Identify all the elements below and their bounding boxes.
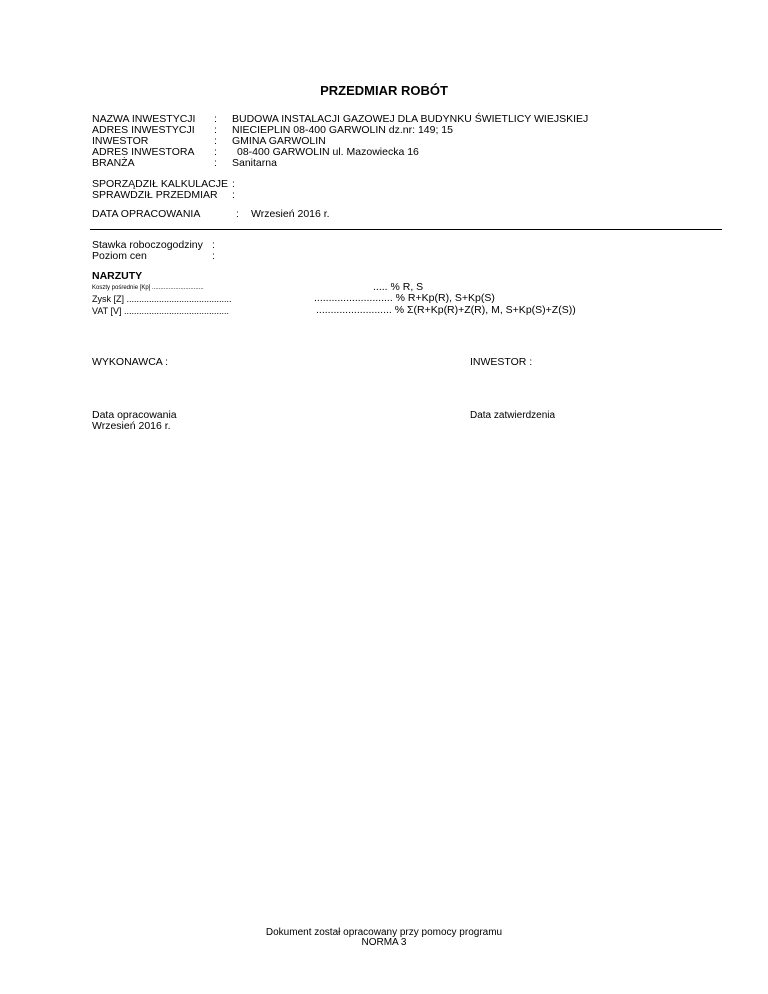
info-colon: :	[214, 157, 217, 169]
surcharge-formula-profit: ........................... % R+Kp(R), S+Kp(S)	[314, 292, 495, 304]
info-label-investment-address: ADRES INWESTYCJI	[92, 124, 195, 136]
info-label-investor: INWESTOR	[92, 135, 149, 147]
date-value: Wrzesień 2016 r.	[251, 208, 330, 220]
info-colon: :	[214, 124, 217, 136]
footer-line-2: NORMA 3	[361, 937, 407, 948]
approval-date-label: Data zatwierdzenia	[470, 410, 556, 421]
prepared-by-colon: :	[232, 178, 235, 190]
info-colon: :	[214, 146, 217, 158]
info-value-investor: GMINA GARWOLIN	[232, 135, 326, 147]
info-value-investor-address: 08-400 GARWOLIN ul. Mazowiecka 16	[237, 146, 419, 158]
checked-by-colon: :	[232, 189, 235, 201]
contractor-label: WYKONAWCA :	[92, 356, 169, 368]
surcharge-formula-indirect-costs: ..... % R, S	[373, 281, 424, 293]
prepared-by-label: SPORZĄDZIŁ KALKULACJE	[92, 178, 228, 190]
date-colon: :	[236, 208, 239, 220]
rate-colon: :	[212, 239, 215, 251]
info-label-investment-name: NAZWA INWESTYCJI	[92, 113, 196, 125]
info-value-branch: Sanitarna	[232, 157, 277, 169]
info-label-branch: BRANŻA	[92, 157, 135, 169]
price-level-colon: :	[212, 250, 215, 262]
prep-date-label: Data opracowania	[92, 409, 177, 421]
header-divider	[90, 229, 722, 230]
info-label-investor-address: ADRES INWESTORA	[92, 146, 195, 158]
info-colon: :	[214, 135, 217, 147]
surcharge-label-indirect-costs: Koszty pośrednie [Kp] ...............................	[92, 285, 204, 291]
rate-label: Stawka roboczogodziny	[92, 239, 203, 251]
investor-signature-label: INWESTOR :	[470, 356, 533, 368]
surcharge-formula-vat: .......................... % Σ(R+Kp(R)+Z(R), M, S+Kp(S)+Z(S))	[316, 304, 576, 316]
checked-by-label: SPRAWDZIŁ PRZEDMIAR	[92, 189, 218, 201]
surcharge-label-vat: VAT [V] ..........................................	[92, 306, 230, 316]
info-value-investment-name: BUDOWA INSTALACJI GAZOWEJ DLA BUDYNKU ŚWIETLICY WIEJSKIEJ	[232, 113, 589, 125]
surcharge-label-profit: Zysk [Z] ..........................................	[92, 294, 232, 304]
info-colon: :	[214, 113, 217, 125]
footer-line-1: Dokument został opracowany przy pomocy programu	[265, 927, 503, 938]
date-label: DATA OPRACOWANIA	[92, 208, 201, 220]
info-value-investment-address: NIECIEPLIN 08-400 GARWOLIN dz.nr: 149; 15	[232, 124, 453, 136]
document-title: PRZEDMIAR ROBÓT	[320, 83, 448, 98]
prep-date-value: Wrzesień 2016 r.	[92, 420, 171, 432]
surcharges-heading: NARZUTY	[92, 270, 143, 282]
price-level-label: Poziom cen	[92, 250, 147, 262]
